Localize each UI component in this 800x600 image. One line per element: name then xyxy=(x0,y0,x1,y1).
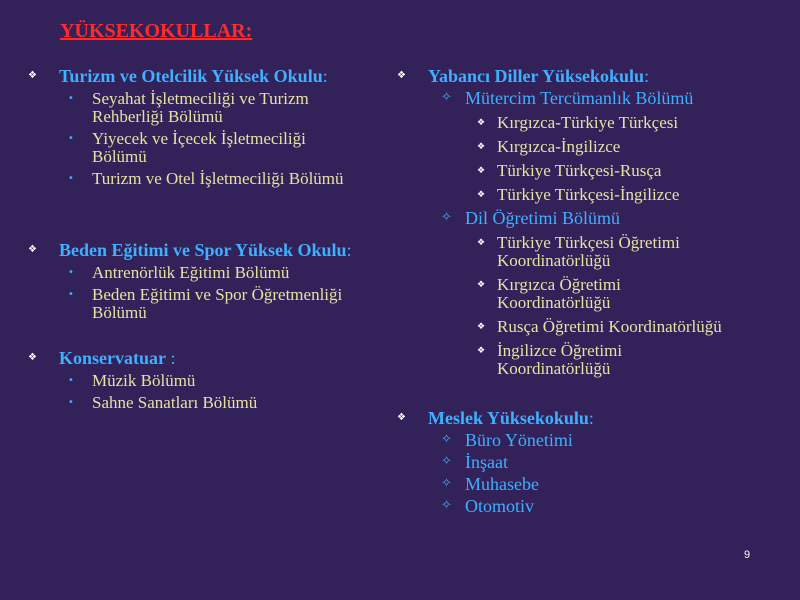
list-item: ✧ Otomotiv xyxy=(441,496,535,516)
list-item: • Sahne Sanatları Bölümü xyxy=(68,393,258,412)
section-beden: ❖ Beden Eğitimi ve Spor Yüksek Okulu: • Antrenörlük Eğitimi Bölümü • Beden Eğitimi ve Spor Öğretmenliği Bölümü xyxy=(28,240,398,322)
diamond-bullet-icon: ❖ xyxy=(477,346,486,356)
hollow-diamond-bullet-icon: ✧ xyxy=(441,498,452,513)
list-item: ❖ Türkiye Türkçesi Öğretimi Koordinatörlüğü xyxy=(477,233,680,270)
list-item: • Yiyecek ve İçecek İşletmeciliği Bölümü xyxy=(68,129,306,166)
diamond-bullet-icon: ❖ xyxy=(397,412,406,423)
bullet-dot-icon: • xyxy=(68,375,74,386)
left-column xyxy=(28,66,398,412)
page-number: 9 xyxy=(744,549,751,561)
right-column xyxy=(397,66,797,516)
bullet-dot-icon: • xyxy=(68,397,74,408)
hollow-diamond-bullet-icon: ✧ xyxy=(441,210,452,225)
section-heading: Meslek Yüksekokulu xyxy=(428,408,589,428)
section-heading: Konservatuar xyxy=(59,348,166,368)
list-item: ❖ Kırgızca Öğretimi Koordinatörlüğü xyxy=(477,275,621,312)
list-item: ❖ İngilizce Öğretimi Koordinatörlüğü xyxy=(477,341,623,378)
list-item: ❖ Türkiye Türkçesi-İngilizce xyxy=(477,185,680,204)
list-item: • Seyahat İşletmeciliği ve Turizm Rehberliği Bölümü xyxy=(68,89,309,126)
diamond-bullet-icon: ❖ xyxy=(477,280,486,290)
diamond-bullet-icon: ❖ xyxy=(477,238,486,248)
diamond-bullet-icon: ❖ xyxy=(397,70,406,81)
bullet-dot-icon: • xyxy=(68,173,74,184)
section-turizm: ❖ Turizm ve Otelcilik Yüksek Okulu: • Seyahat İşletmeciliği ve Turizm Rehberliği Bölümü • Yiyecek ve İçecek İşletmeciliği Bölümü • Turizm ve Otel İşletmeciliği Bölümü xyxy=(28,66,398,188)
list-item: ✧ Büro Yönetimi xyxy=(441,430,573,450)
section-meslek: ❖ Meslek Yüksekokulu: ✧ Büro Yönetimi ✧ İnşaat ✧ Muhasebe ✧ Otomotiv xyxy=(397,408,797,516)
diamond-bullet-icon: ❖ xyxy=(28,352,37,363)
list-item: ✧ İnşaat xyxy=(441,452,508,472)
list-item: ❖ Kırgızca-İngilizce xyxy=(477,137,621,156)
bullet-dot-icon: • xyxy=(68,289,74,300)
department-heading: ✧ Mütercim Tercümanlık Bölümü xyxy=(441,88,694,108)
diamond-bullet-icon: ❖ xyxy=(28,244,37,255)
bullet-dot-icon: • xyxy=(68,267,74,278)
hollow-diamond-bullet-icon: ✧ xyxy=(441,90,452,105)
department-heading: ✧ Dil Öğretimi Bölümü xyxy=(441,208,620,228)
diamond-bullet-icon: ❖ xyxy=(477,142,486,152)
list-item: ✧ Muhasebe xyxy=(441,474,539,494)
list-item: ❖ Rusça Öğretimi Koordinatörlüğü xyxy=(477,317,722,336)
section-heading: Beden Eğitimi ve Spor Yüksek Okulu xyxy=(59,240,347,260)
list-item: ❖ Kırgızca-Türkiye Türkçesi xyxy=(477,113,679,132)
bullet-dot-icon: • xyxy=(68,133,74,144)
section-yabanci-diller: ❖ Yabancı Diller Yüksekokulu: ✧ Mütercim Tercümanlık Bölümü ❖ Kırgızca-Türkiye Türkçesi ❖ Kırgızca-İngilizce ❖ Türkiye Türkçesi-Rusça ❖ Türkiye Türkçesi-İngilizce ✧ Dil Öğretimi Bölümü ❖ Türkiye Türkçesi Öğretimi Koordinatörlüğü ❖ Kırgızca Öğretimi Koordinatörlüğü ❖ Rusça Öğretimi Koordinatörlüğü ❖ İngilizce Öğretimi Koordinatörlüğü xyxy=(397,66,797,378)
hollow-diamond-bullet-icon: ✧ xyxy=(441,454,452,469)
diamond-bullet-icon: ❖ xyxy=(477,118,486,128)
section-heading: Turizm ve Otelcilik Yüksek Okulu xyxy=(59,66,323,86)
diamond-bullet-icon: ❖ xyxy=(28,70,37,81)
diamond-bullet-icon: ❖ xyxy=(477,190,486,200)
section-heading: Yabancı Diller Yüksekokulu xyxy=(428,66,645,86)
list-item: • Turizm ve Otel İşletmeciliği Bölümü xyxy=(68,169,344,188)
diamond-bullet-icon: ❖ xyxy=(477,166,486,176)
hollow-diamond-bullet-icon: ✧ xyxy=(441,476,452,491)
hollow-diamond-bullet-icon: ✧ xyxy=(441,432,452,447)
list-item: • Beden Eğitimi ve Spor Öğretmenliği Bölümü xyxy=(68,285,343,322)
bullet-dot-icon: • xyxy=(68,93,74,104)
page-title: YÜKSEKOKULLAR: xyxy=(60,20,253,42)
list-item: ❖ Türkiye Türkçesi-Rusça xyxy=(477,161,662,180)
section-konservatuar: ❖ Konservatuar : • Müzik Bölümü • Sahne Sanatları Bölümü xyxy=(28,348,398,412)
list-item: • Müzik Bölümü xyxy=(68,371,196,390)
diamond-bullet-icon: ❖ xyxy=(477,322,486,332)
list-item: • Antrenörlük Eğitimi Bölümü xyxy=(68,263,290,282)
